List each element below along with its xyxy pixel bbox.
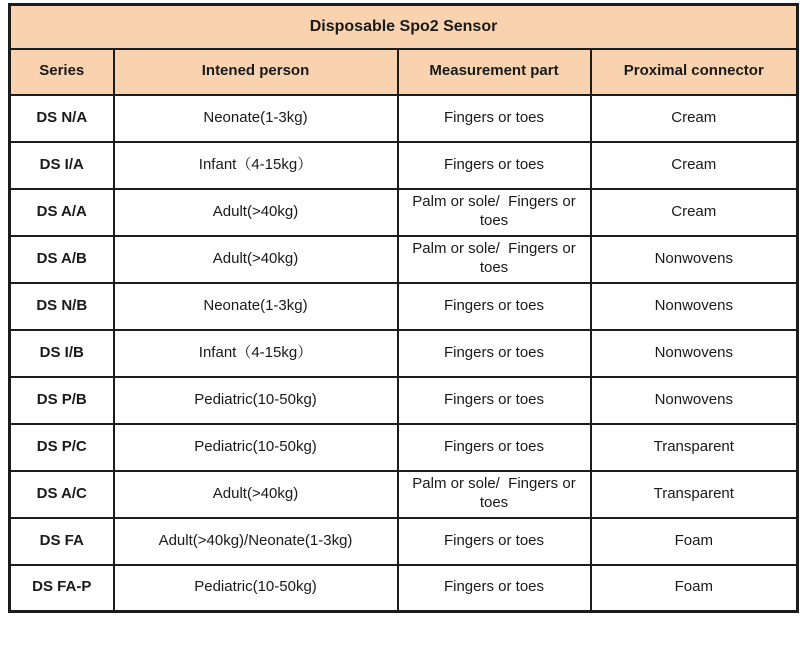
spo2-sensor-spec-table bbox=[8, 3, 799, 613]
proximal-connector-cell: Transparent bbox=[591, 424, 798, 471]
series-cell: DS FA bbox=[10, 518, 114, 565]
table-row bbox=[10, 518, 798, 565]
table-row bbox=[10, 471, 798, 518]
series-cell: DS N/B bbox=[10, 283, 114, 330]
table-title-row bbox=[10, 5, 798, 49]
intended-person-cell: Neonate(1-3kg) bbox=[114, 283, 398, 330]
proximal-connector-cell: Nonwovens bbox=[591, 377, 798, 424]
series-cell: DS N/A bbox=[10, 95, 114, 142]
measurement-part-cell: Palm or sole/ Fingers or toes bbox=[398, 471, 591, 518]
intended-person-cell: Infant（4-15kg） bbox=[114, 330, 398, 377]
measurement-part-cell: Fingers or toes bbox=[398, 330, 591, 377]
measurement-part-cell: Fingers or toes bbox=[398, 424, 591, 471]
measurement-part-cell: Fingers or toes bbox=[398, 565, 591, 612]
proximal-connector-cell: Nonwovens bbox=[591, 330, 798, 377]
intended-person-cell: Adult(>40kg)/Neonate(1-3kg) bbox=[114, 518, 398, 565]
proximal-connector-cell: Cream bbox=[591, 189, 798, 236]
intended-person-cell: Pediatric(10-50kg) bbox=[114, 377, 398, 424]
proximal-connector-cell: Nonwovens bbox=[591, 283, 798, 330]
table-title: Disposable Spo2 Sensor bbox=[10, 5, 798, 49]
series-cell: DS A/A bbox=[10, 189, 114, 236]
measurement-part-cell: Fingers or toes bbox=[398, 377, 591, 424]
measurement-part-cell: Fingers or toes bbox=[398, 283, 591, 330]
table-row bbox=[10, 95, 798, 142]
column-header-intended-person: Intened person bbox=[114, 49, 398, 95]
table-row bbox=[10, 424, 798, 471]
intended-person-cell: Pediatric(10-50kg) bbox=[114, 424, 398, 471]
table-row bbox=[10, 236, 798, 283]
series-cell: DS A/C bbox=[10, 471, 114, 518]
column-header-proximal-connector: Proximal connector bbox=[591, 49, 798, 95]
intended-person-cell: Neonate(1-3kg) bbox=[114, 95, 398, 142]
intended-person-cell: Pediatric(10-50kg) bbox=[114, 565, 398, 612]
column-header-measurement-part: Measurement part bbox=[398, 49, 591, 95]
intended-person-cell: Adult(>40kg) bbox=[114, 471, 398, 518]
intended-person-cell: Adult(>40kg) bbox=[114, 236, 398, 283]
proximal-connector-cell: Transparent bbox=[591, 471, 798, 518]
table-row bbox=[10, 283, 798, 330]
table-row bbox=[10, 189, 798, 236]
measurement-part-cell: Fingers or toes bbox=[398, 95, 591, 142]
table-row bbox=[10, 330, 798, 377]
intended-person-cell: Infant（4-15kg） bbox=[114, 142, 398, 189]
series-cell: DS P/C bbox=[10, 424, 114, 471]
series-cell: DS P/B bbox=[10, 377, 114, 424]
proximal-connector-cell: Cream bbox=[591, 95, 798, 142]
measurement-part-cell: Palm or sole/ Fingers or toes bbox=[398, 189, 591, 236]
intended-person-cell: Adult(>40kg) bbox=[114, 189, 398, 236]
proximal-connector-cell: Cream bbox=[591, 142, 798, 189]
table-header-row bbox=[10, 49, 798, 95]
series-cell: DS I/A bbox=[10, 142, 114, 189]
column-header-series: Series bbox=[10, 49, 114, 95]
measurement-part-cell: Palm or sole/ Fingers or toes bbox=[398, 236, 591, 283]
measurement-part-cell: Fingers or toes bbox=[398, 518, 591, 565]
proximal-connector-cell: Foam bbox=[591, 518, 798, 565]
table-row bbox=[10, 142, 798, 189]
table-row bbox=[10, 565, 798, 612]
series-cell: DS A/B bbox=[10, 236, 114, 283]
table-row bbox=[10, 377, 798, 424]
series-cell: DS FA-P bbox=[10, 565, 114, 612]
proximal-connector-cell: Foam bbox=[591, 565, 798, 612]
measurement-part-cell: Fingers or toes bbox=[398, 142, 591, 189]
proximal-connector-cell: Nonwovens bbox=[591, 236, 798, 283]
series-cell: DS I/B bbox=[10, 330, 114, 377]
